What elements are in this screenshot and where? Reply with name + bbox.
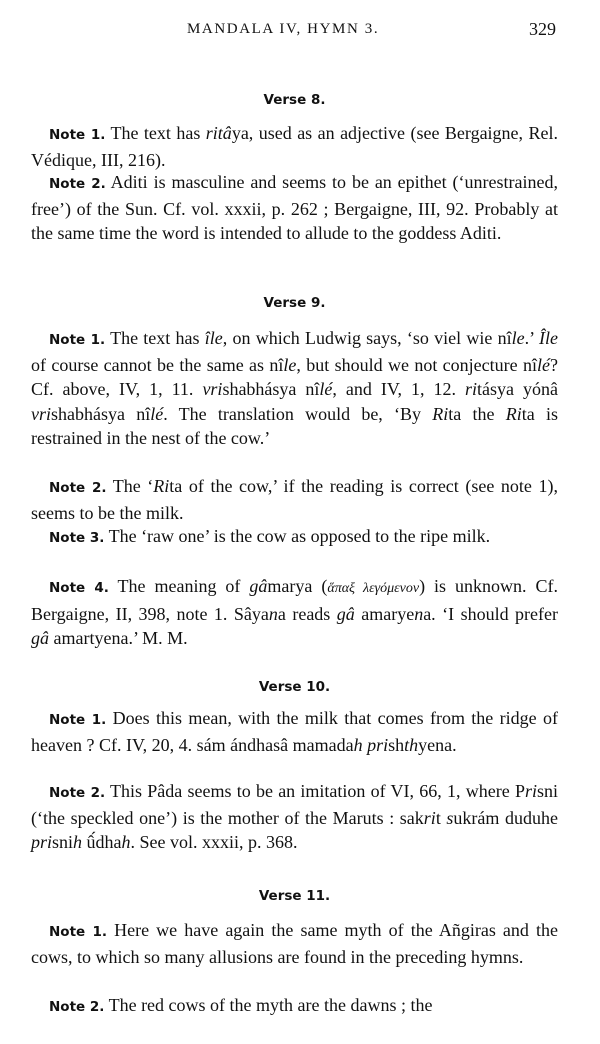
italic-run: gâ <box>249 576 268 596</box>
italic-run: ri <box>524 781 537 801</box>
note-label: Note 1. <box>49 924 107 940</box>
verse-heading: Verse 8. <box>263 92 326 108</box>
text-run: sh <box>388 734 405 755</box>
text-run: ? Cf. above, IV, 1, 11. <box>31 354 558 400</box>
italic-run: île <box>204 328 223 348</box>
text-run: of course cannot be the same as nî <box>31 354 284 375</box>
note <box>31 779 558 855</box>
text-run: ukrám duduhe <box>453 807 558 828</box>
text-run: Aditi is masculine and seems to be an epithet (‘unrestrained, free’) of the Sun. Cf. vol. xxxii, p. 262 ; Bergaigne, III, 92. Probably at the same time the word is intended to allude to the goddess Aditi. <box>31 172 558 244</box>
text-run: ya, used as an adjective (see Bergaigne, Rel. Védique, III, 216). <box>31 123 558 170</box>
italic-run: s <box>446 807 454 828</box>
italic-run: lé <box>537 354 550 375</box>
note-label: Note 1. <box>49 127 106 143</box>
italic-run: lé <box>150 403 164 424</box>
verse-heading: Verse 9. <box>263 295 326 311</box>
text-run: The ‘raw one’ is the cow as opposed to the ripe milk. <box>104 526 491 546</box>
note-label: Note 1. <box>49 712 107 728</box>
italic-run: Ri <box>505 403 522 424</box>
italic-run: ri <box>423 807 436 828</box>
italic-run: pri <box>31 832 53 853</box>
text-run: Here we have again the same myth of the Añgiras and the cows, to which so many allusions are found in the preceding hymns. <box>31 920 558 967</box>
text-run: a. ‘I should prefer <box>423 603 558 624</box>
italic-run: gâ <box>336 603 355 624</box>
text-run: sni (‘the speckled one’) is the mother of the Maruts : sak <box>31 781 558 828</box>
text-run: ta is restrained in the nest of the cow.’ <box>31 403 559 449</box>
note-label: Note 3. <box>49 530 105 546</box>
text-run: shabhásya nî <box>51 403 151 424</box>
italic-run: Ri <box>153 476 170 496</box>
text-run: . The translation would be, ‘By <box>163 403 433 424</box>
text-run: .’ <box>524 328 540 348</box>
italic-run: pri <box>362 734 389 755</box>
note-label: Note 2. <box>49 999 105 1015</box>
text-run: ) is unknown. Cf. Bergaigne, II, 398, note 1. Sâya <box>31 576 559 624</box>
note-text <box>31 993 558 1020</box>
note-label: Note 1. <box>49 332 106 348</box>
italic-run: th <box>404 734 419 755</box>
text-run: , and IV, 1, 12. <box>332 379 466 400</box>
note-text <box>31 524 558 551</box>
italic-run: vri <box>31 403 51 424</box>
text-run: The red cows of the myth are the dawns ; the <box>104 995 433 1015</box>
italic-run: n <box>268 603 278 624</box>
text-run: , on which Ludwig says, ‘so viel wie nî <box>222 328 512 348</box>
italic-run: ritâ <box>205 123 232 143</box>
text-run: , but should we not conjecture nî <box>296 354 537 375</box>
running-title: MANDALA IV, HYMN 3. <box>187 21 380 37</box>
text-run: amarye <box>354 603 415 624</box>
note <box>31 706 558 757</box>
note-text <box>31 326 558 451</box>
text-run: This Pâda seems to be an imitation of VI, 66, 1, where P <box>105 781 525 801</box>
note-label: Note 4. <box>49 580 109 596</box>
note <box>31 474 558 525</box>
italic-run: h <box>73 832 83 853</box>
italic-run: h <box>353 734 363 755</box>
note-text <box>31 918 558 969</box>
running-head <box>31 21 558 45</box>
text-run: shabhásya nî <box>222 379 320 400</box>
note-text <box>31 779 558 855</box>
text-run: The text has <box>105 123 206 143</box>
note <box>31 170 558 246</box>
italic-run: n <box>414 603 424 624</box>
note <box>31 524 558 551</box>
italic-run: lé <box>319 379 333 400</box>
note <box>31 574 558 651</box>
text-run: ta the <box>448 403 506 424</box>
note-text <box>31 574 558 651</box>
text-run: Does this mean, with the milk that comes from the ridge of heaven ? Cf. IV, 20, 4. sám ándhasâ mamada <box>31 708 558 755</box>
italic-run: Île <box>539 328 558 348</box>
note <box>31 918 558 969</box>
note-label: Note 2. <box>49 480 107 496</box>
text-run: marya ( <box>267 576 328 596</box>
note <box>31 993 558 1020</box>
text-run: tásya yónâ <box>477 379 558 400</box>
text-run: t <box>435 807 447 828</box>
note-text <box>31 706 558 757</box>
text-run: The ‘ <box>106 476 154 496</box>
text-run: yena. <box>418 734 457 755</box>
note-label: Note 2. <box>49 176 106 192</box>
note-text <box>31 170 558 246</box>
italic-run: le <box>511 328 525 348</box>
italic-run: h <box>121 832 131 853</box>
page-number: 329 <box>529 19 556 39</box>
note-text <box>31 121 558 172</box>
text-run: The text has <box>105 328 205 348</box>
text-run: û́dha <box>82 832 122 853</box>
note <box>31 326 558 451</box>
text-run: amartyena.’ M. M. <box>49 628 188 649</box>
note <box>31 121 558 172</box>
italic-run: ἅπαξ λεγόμενον <box>327 581 420 596</box>
note-label: Note 2. <box>49 785 106 801</box>
verse-heading: Verse 11. <box>258 888 331 904</box>
italic-run: ri <box>465 379 478 400</box>
text-run: The meaning of <box>108 576 250 596</box>
text-run: sni <box>52 832 74 853</box>
verse-heading: Verse 10. <box>258 679 331 695</box>
italic-run: Ri <box>432 403 449 424</box>
text-run: a reads <box>277 603 337 624</box>
italic-run: gâ <box>31 628 49 649</box>
text-run: ta of the cow,’ if the reading is correct (see note 1), seems to be the milk. <box>31 476 558 523</box>
italic-run: le <box>283 354 297 375</box>
note-text <box>31 474 558 525</box>
italic-run: vri <box>202 379 223 400</box>
text-run: . See vol. xxxii, p. 368. <box>130 832 298 853</box>
